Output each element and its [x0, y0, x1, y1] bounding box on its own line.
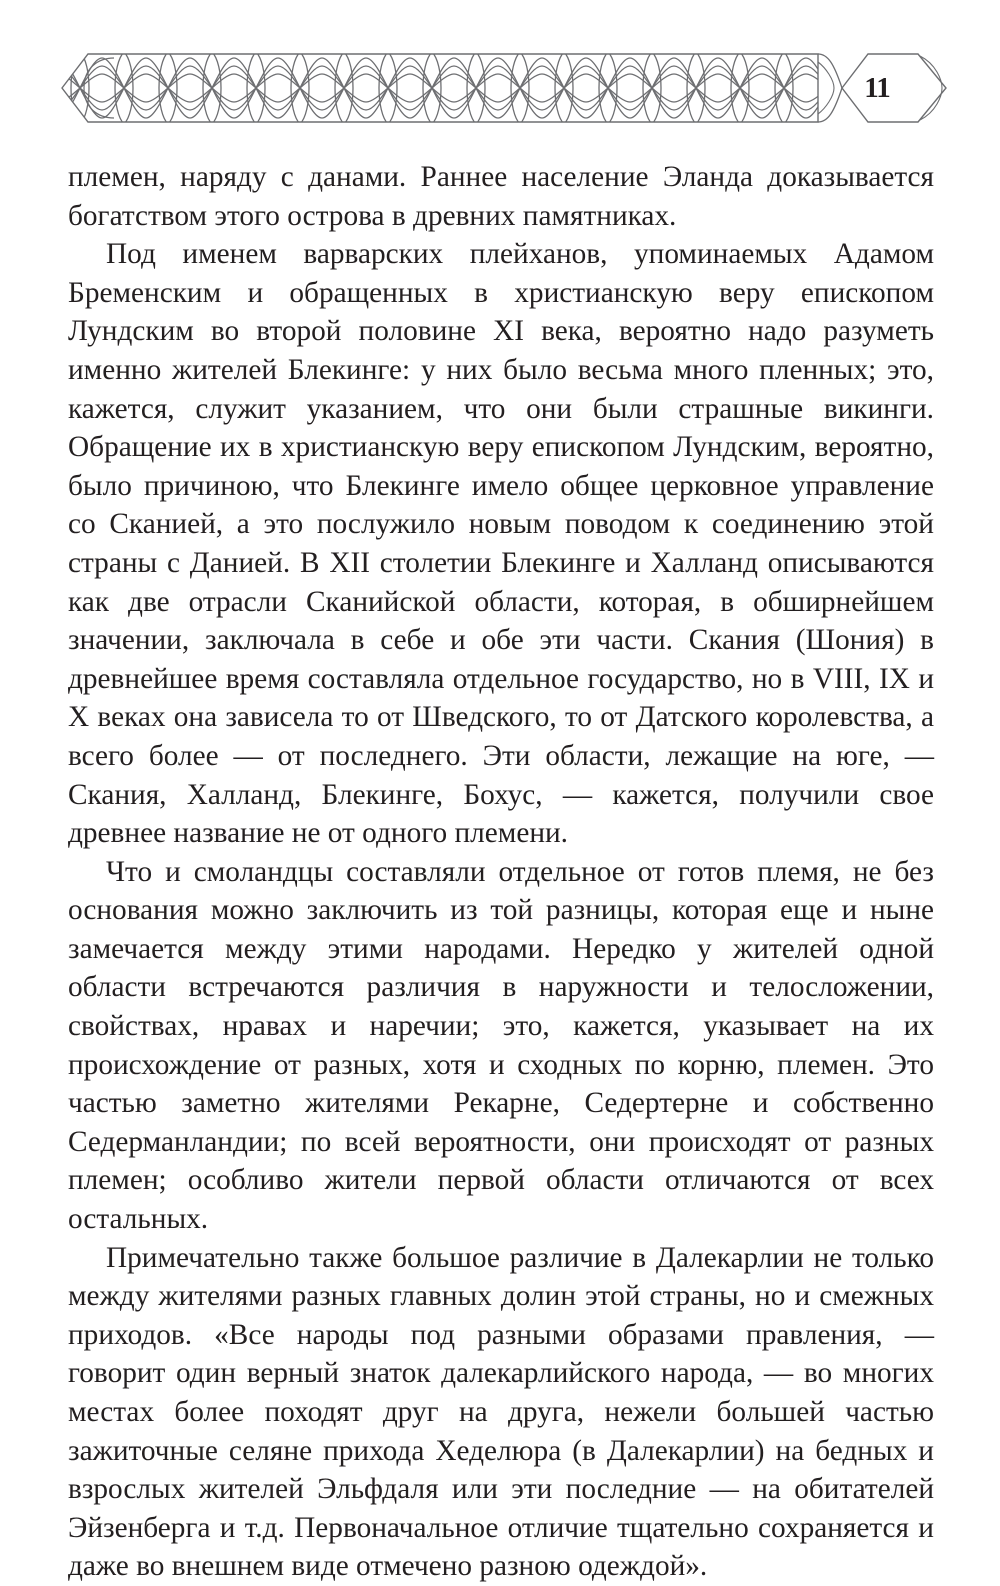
paragraph-4: Примечательно также большое различие в Далекарлии не только между жителями разных главных долин этой страны, но и смежных приходов. «Все народы под разными образами правления, — говорит один верный знаток далекарлийского народа, — во многих местах более походят друг на друга, нежели большей частью зажиточные селяне прихода Хеделюра (в Далекарлии) на бедных и взрослых жителей Эльфдаля или эти последние — на обитателей Эйзенберга и т.д. Первоначальное отличие тщательно сохраняется и даже во внешнем виде отмечено разною одеждой». [68, 1241, 934, 1583]
paragraph-2: Под именем варварских плейханов, упоминаемых Адамом Бременским и обращенных в христианскую веру епископом Лундским во второй половине XI века, вероятно надо разуметь именно жителей Блекинге: у них было весьма много пленных; это, кажется, служит указанием, что они были страшные викинги. Обращение их в христианскую веру епископом Лундским, вероятно, было причиною, что Блекинге имело общее церковное управление со Сканией, а это послужило новым поводом к соединению этой страны с Данией. В XII столетии Блекинге и Халланд описываются как две отрасли Сканийской области, которая, в обширнейшем значении, заключала в себе и обе эти части. Скания (Шония) в древнейшее время составляла отдельное государство, но в VIII, IX и X веках она зависела то от Шведского, то от Датского королевства, а всего более — от последнего. Эти области, лежащие на юге, — Скания, Халланд, Блекинге, Бохус, — кажется, получили свое древнее название не от одного племени. [68, 238, 934, 850]
knot-band-left [62, 54, 818, 122]
celtic-knot-band [58, 44, 950, 132]
header-ornament [58, 44, 950, 132]
body-text [68, 158, 934, 1586]
paragraph-1: племен, наряду с данами. Раннее население Эланда доказывается богатством этого острова в древних памятниках. [68, 161, 934, 232]
paragraph-3: Что и смоландцы составляли отдельное от готов племя, не без основания можно заключить из той разницы, которая еще и ныне замечается между этими народами. Нередко у жителей одной области встречаются различия в наружности и телосложении, свойствах, нравах и наречии; это, кажется, указывает на их происхождение от разных, хотя и сходных по корню, племен. Это частью заметно жителями Рекарне, Седертерне и собственно Седерманландии; по всей вероятности, они происходят от разных племен; особливо жители первой области отличаются от всех остальных. [68, 855, 934, 1236]
page-number: 11 [864, 71, 890, 104]
